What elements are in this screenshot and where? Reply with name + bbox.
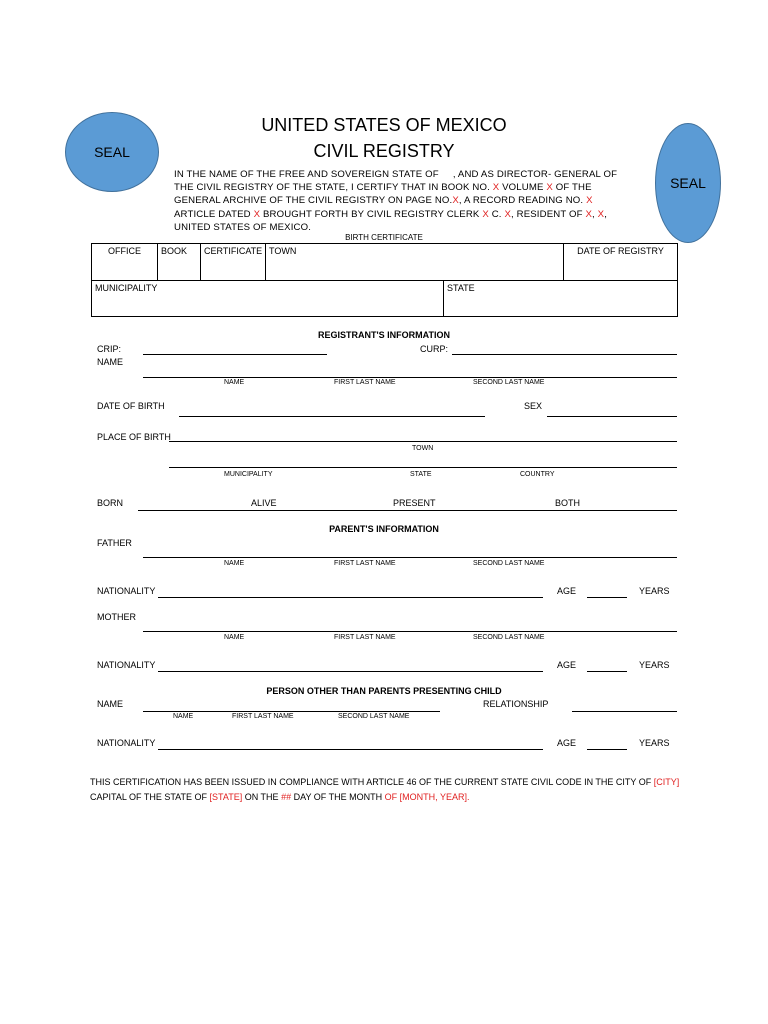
registrant-name-label: NAME <box>97 357 124 367</box>
mother-nationality-label: NATIONALITY <box>97 660 156 670</box>
table-office[interactable]: OFFICE <box>91 243 158 281</box>
father-nationality-label: NATIONALITY <box>97 586 156 596</box>
other-years-label: YEARS <box>639 738 670 748</box>
other-nationality-label: NATIONALITY <box>97 738 156 748</box>
curp-label: CURP: <box>420 344 449 354</box>
other-sub-first: FIRST LAST NAME <box>232 713 294 720</box>
registrant-sub-name: NAME <box>224 379 245 386</box>
father-sub-second: SECOND LAST NAME <box>473 560 545 567</box>
mother-label: MOTHER <box>97 612 136 622</box>
seal-left-label: SEAL <box>94 144 130 160</box>
father-years-label: YEARS <box>639 586 670 596</box>
title-country: UNITED STATES OF MEXICO <box>261 115 507 135</box>
other-nationality-field[interactable] <box>158 749 543 750</box>
father-age-field[interactable] <box>587 597 627 598</box>
parents-heading: PARENT'S INFORMATION <box>329 524 439 534</box>
seal-right-label: SEAL <box>670 175 706 191</box>
registrant-name-field[interactable] <box>143 377 677 378</box>
table-book[interactable]: BOOK <box>157 243 201 281</box>
pob-sub-town: TOWN <box>412 445 434 452</box>
crip-label: CRIP: <box>97 344 122 354</box>
table-date-of-registry[interactable]: DATE OF REGISTRY <box>563 243 678 281</box>
pob-location-field[interactable] <box>169 467 677 468</box>
mother-sub-first: FIRST LAST NAME <box>334 634 396 641</box>
other-name-field[interactable] <box>143 711 440 712</box>
crip-field[interactable] <box>143 354 327 355</box>
certification-footer: THIS CERTIFICATION HAS BEEN ISSUED IN COMPLIANCE WITH ARTICLE 46 OF THE CURRENT STATE CIVIL CODE IN THE CITY OF [CITY] CAPITAL OF THE STATE OF [STATE] ON THE ## DAY OF THE MONTH OF [MONTH, YEAR]. <box>90 777 680 802</box>
born-present: PRESENT <box>393 498 436 508</box>
other-relationship-field[interactable] <box>572 711 677 712</box>
father-sub-first: FIRST LAST NAME <box>334 560 396 567</box>
table-certificate[interactable]: CERTIFICATE <box>200 243 266 281</box>
mother-name-field[interactable] <box>143 631 677 632</box>
mother-sub-name: NAME <box>224 634 245 641</box>
table-town[interactable]: TOWN <box>265 243 564 281</box>
other-relationship-label: RELATIONSHIP <box>483 699 549 709</box>
born-alive: ALIVE <box>251 498 277 508</box>
born-field[interactable] <box>138 510 677 511</box>
pob-label: PLACE OF BIRTH <box>97 432 171 442</box>
mother-age-field[interactable] <box>587 671 627 672</box>
other-heading: PERSON OTHER THAN PARENTS PRESENTING CHILD <box>266 686 502 696</box>
mother-nationality-field[interactable] <box>158 671 543 672</box>
born-label: BORN <box>97 498 124 508</box>
table-municipality[interactable]: MUNICIPALITY <box>91 280 444 317</box>
father-age-label: AGE <box>557 586 577 596</box>
father-label: FATHER <box>97 538 132 548</box>
curp-field[interactable] <box>452 354 677 355</box>
registrant-sub-second: SECOND LAST NAME <box>473 379 545 386</box>
other-sub-second: SECOND LAST NAME <box>338 713 410 720</box>
title-registry: CIVIL REGISTRY <box>313 141 455 161</box>
father-nationality-field[interactable] <box>158 597 543 598</box>
pob-town-field[interactable] <box>169 441 677 442</box>
other-age-field[interactable] <box>587 749 627 750</box>
dob-field[interactable] <box>179 416 485 417</box>
registrant-sub-first: FIRST LAST NAME <box>334 379 396 386</box>
other-name-label: NAME <box>97 699 124 709</box>
pob-sub-state: STATE <box>410 471 432 478</box>
sex-field[interactable] <box>547 416 677 417</box>
mother-years-label: YEARS <box>639 660 670 670</box>
other-age-label: AGE <box>557 738 577 748</box>
other-sub-name: NAME <box>173 713 194 720</box>
born-both: BOTH <box>555 498 581 508</box>
birth-certificate-label: BIRTH CERTIFICATE <box>345 233 423 242</box>
father-sub-name: NAME <box>224 560 245 567</box>
mother-age-label: AGE <box>557 660 577 670</box>
registrant-heading: REGISTRANT'S INFORMATION <box>318 330 450 340</box>
mother-sub-second: SECOND LAST NAME <box>473 634 545 641</box>
table-state[interactable]: STATE <box>443 280 678 317</box>
pob-sub-municipality: MUNICIPALITY <box>224 471 273 478</box>
father-name-field[interactable] <box>143 557 677 558</box>
dob-label: DATE OF BIRTH <box>97 401 165 411</box>
sex-label: SEX <box>524 401 543 411</box>
intro-paragraph: IN THE NAME OF THE FREE AND SOVEREIGN STATE OF , AND AS DIRECTOR- GENERAL OF THE CIVIL REGISTRY OF THE STATE, I CERTIFY THAT IN BOOK NO. X VOLUME X OF THE GENERAL ARCHIVE OF THE CIVIL REGISTRY ON PAGE NO.X, A RECORD READING NO. X ARTICLE DATED X BROUGHT FORTH BY CIVIL REGISTRY CLERK X C. X, RESIDENT OF X, X, UNITED STATES OF MEXICO. <box>174 169 618 233</box>
pob-sub-country: COUNTRY <box>520 471 555 478</box>
